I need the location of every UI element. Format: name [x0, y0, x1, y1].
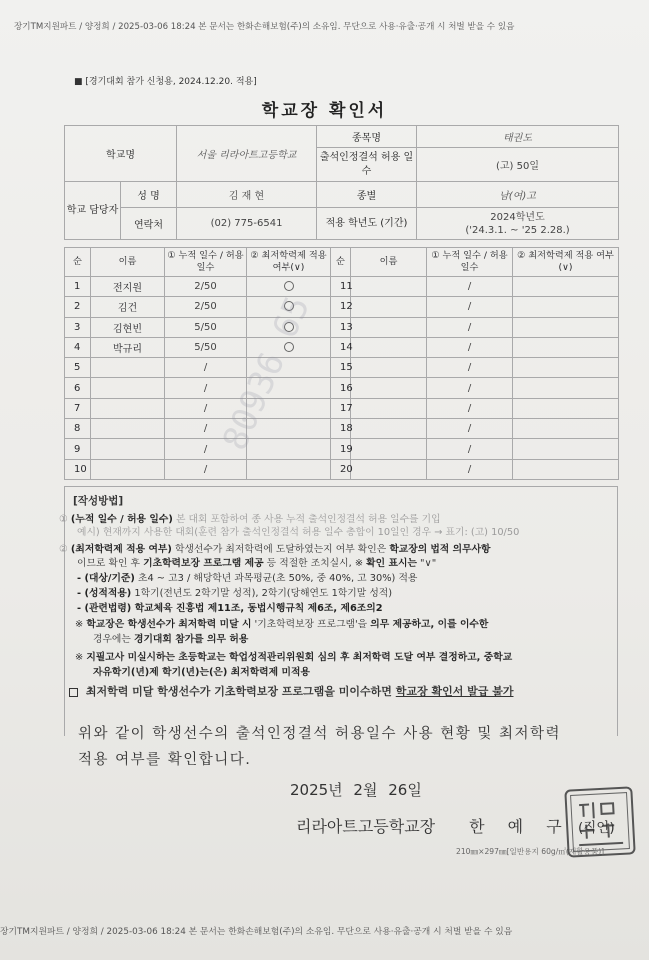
- instruction-note1-c: 의무 제공하고, 이를 이수한: [370, 619, 489, 630]
- table-row: [65, 378, 619, 398]
- instruction-2-title: (최저학력제 적용 여부): [70, 544, 172, 555]
- instruction-note1-d: 경우에는: [93, 634, 131, 645]
- student-name: 김건: [91, 297, 165, 317]
- row-number: 8: [65, 419, 91, 439]
- instruction-note1-e: 경기대회 참가를 의무 허용: [133, 634, 249, 645]
- table-row: [65, 297, 619, 317]
- instruction-note1-mark: ※: [75, 619, 84, 630]
- instruction-2-line2-b: 등 적절한 조치실시, ※: [266, 558, 364, 569]
- notice-checkbox-icon: [69, 688, 78, 697]
- table-row: [65, 398, 619, 418]
- student-name: [91, 378, 165, 398]
- student-name: [351, 398, 427, 418]
- student-name: [351, 317, 427, 337]
- confirmation-line-2: 적용 여부를 확인합니다.: [78, 752, 252, 768]
- confirmation-line-1: 위와 같이 학생선수의 출석인정결석 허용일수 사용 현황 및 최저학력: [78, 726, 562, 742]
- days-used: /: [427, 358, 513, 378]
- header-seq-right: 순: [331, 248, 351, 277]
- minimum-check: [513, 459, 619, 479]
- watermark-number: 80936 65: [215, 290, 319, 457]
- days-used: /: [427, 398, 513, 418]
- instruction-2-line2-bold: 기초학력보장 프로그램 제공: [143, 558, 264, 569]
- row-number: 9: [65, 439, 91, 459]
- days-used: /: [165, 358, 247, 378]
- instruction-note1-b: '기초학력보장 프로그램'을: [254, 619, 368, 630]
- row-number: 4: [65, 337, 91, 357]
- document-title: 학교장 확인서: [261, 101, 388, 121]
- school-year-period: ('24.3.1. ~ '25 2.28.): [465, 224, 570, 236]
- row-number: 5: [65, 358, 91, 378]
- student-name: [351, 277, 427, 297]
- instructions-section: [작성방법] ① (누적 일수 / 허용 일수) 본 대회 포함하여 종 사용 누적 출석인정결석 허용 일수를 기입 예시) 현재까지 사용한 대회(훈련 참가 출석인정결석 허용 일수 총합이 10일인 경우 → 표기: (고) 10/50 ② (최저학력제 적용 여부) 학생선수가 최저학력에 도달하였는지 여부 확인은 학교장의 법적 의무사항 이므로 확인 후 기초학력보장 프로그램 제공 등 적절한 조치실시, ※ 확인 표시는 "∨" - (대상/기준) 초4 ~ 고3 / 해당학년 과목평균(초 50%, 중 40%, 고 30%) 적용 - (성적적용) 1학기(전년도 2학기말 성적), 2학기(당해연도 1학기말 성적) - (관련법령) 학교체육 진흥법 제11조, 동법시행규칙 제6조, 제6조의2 ※ 학교장은 학생선수가 최저학력 미달 시 '기초학력보장 프로그램'을 의무 제공하고, 이를 이수한 경우에는 경기대회 참가를 의무 허용 ※ 지필고사 미실시하는 초등학교는 학업성적관리위원회 심의 후 최저학력 도달 여부 결정하고, 중학교 자유학기(년)제 학기(년)는(은) 최저학력제 미적용 최저학력 미달 학생선수가 기초학력보장 프로그램을 미이수하면 학교장 확인서 발급 불가: [64, 486, 618, 736]
- instruction-1-title: (누적 일수 / 허용 일수): [70, 514, 173, 525]
- minimum-check: [513, 378, 619, 398]
- sport-value: 태권도: [417, 126, 619, 148]
- student-name: 박규리: [91, 337, 165, 357]
- days-used: /: [427, 277, 513, 297]
- teacher-name-label: 성 명: [121, 182, 177, 208]
- row-number: 6: [65, 378, 91, 398]
- circle-mark-icon: [284, 281, 294, 291]
- instruction-grade-text: 1학기(전년도 2학기말 성적), 2학기(당해연도 1학기말 성적): [134, 588, 393, 599]
- student-name: [351, 378, 427, 398]
- row-number: 17: [331, 398, 351, 418]
- paper-spec: 210㎜×297㎜[일반용지 60g/㎡(재활용품)]: [456, 847, 605, 856]
- gender-label: 종별: [317, 182, 417, 208]
- header-minimum-left: ② 최저학력제 적용 여부(∨): [247, 248, 331, 277]
- days-used: 2/50: [165, 277, 247, 297]
- days-used: 5/50: [165, 337, 247, 357]
- row-number: 20: [331, 459, 351, 479]
- instruction-grade-label: - (성적적용): [77, 588, 132, 599]
- student-name: [351, 297, 427, 317]
- student-name: [351, 439, 427, 459]
- instruction-2-highlight-a: 학교장의: [389, 544, 428, 555]
- minimum-check: [513, 337, 619, 357]
- confidential-footer: 장기TM지원파트 / 양정희 / 2025-03-06 18:24 본 문서는 한화손해보험(주)의 소유임. 무단으로 사용·유출·공개 시 처벌 받을 수 있음: [0, 927, 513, 937]
- minimum-check: [513, 277, 619, 297]
- days-used: /: [165, 419, 247, 439]
- days-used: /: [427, 419, 513, 439]
- days-used: /: [165, 459, 247, 479]
- minimum-check: [513, 317, 619, 337]
- instruction-2-line2-c: "∨": [420, 558, 437, 569]
- student-name: [91, 419, 165, 439]
- principal-name: 한 예 구: [469, 817, 571, 836]
- instruction-2-line2-a: 이므로 확인 후: [77, 558, 141, 569]
- row-number: 7: [65, 398, 91, 418]
- row-number: 10: [65, 459, 91, 479]
- header-minimum-right: ② 최저학력제 적용 여부(∨): [513, 248, 619, 277]
- days-used: 5/50: [165, 317, 247, 337]
- instruction-note1-a: 학교장은 학생선수가 최저학력 미달 시: [86, 619, 252, 630]
- roster-header-row: [65, 248, 619, 277]
- row-number: 12: [331, 297, 351, 317]
- allowed-days-label: 출석인정결석 허용 일수: [317, 148, 417, 182]
- row-number: 2: [65, 297, 91, 317]
- instruction-1-example: 예시) 현재까지 사용한 대회(훈련 참가 출석인정결석 허용 일수 총합이 10일인 경우 → 표기: (고) 10/50: [77, 527, 520, 538]
- header-days-left: ① 누적 일수 / 허용 일수: [165, 248, 247, 277]
- row-number: 16: [331, 378, 351, 398]
- student-name: 전지원: [91, 277, 165, 297]
- minimum-check: [513, 398, 619, 418]
- header-seq-left: 순: [65, 248, 91, 277]
- school-info-table: [64, 125, 619, 240]
- teacher-name-value: 김 재 현: [177, 182, 317, 208]
- issue-date: 2025년 2월 26일: [290, 781, 422, 799]
- instruction-target-label: - (대상/기준): [77, 573, 135, 584]
- row-number: 13: [331, 317, 351, 337]
- row-number: 19: [331, 439, 351, 459]
- seal-label: (직인): [578, 820, 615, 836]
- student-name: [91, 439, 165, 459]
- contact-value: (02) 775-6541: [177, 208, 317, 240]
- days-used: /: [427, 297, 513, 317]
- table-row: [65, 358, 619, 378]
- school-year-label: 적용 학년도 (기간): [317, 208, 417, 240]
- contact-label: 연락처: [121, 208, 177, 240]
- header-name-right: 이름: [351, 248, 427, 277]
- minimum-check: [247, 439, 331, 459]
- days-used: /: [427, 317, 513, 337]
- days-used: 2/50: [165, 297, 247, 317]
- principal-title: 리라아트고등학교장: [296, 817, 436, 836]
- instruction-law-text: - (관련법령) 학교체육 진흥법 제11조, 동법시행규칙 제6조, 제6조의2: [77, 603, 383, 614]
- student-name: [91, 358, 165, 378]
- row-number: 15: [331, 358, 351, 378]
- row-number: 11: [331, 277, 351, 297]
- notice-text-a: 최저학력 미달 학생선수가 기초학력보장 프로그램을 미이수하면: [85, 685, 392, 698]
- confidential-header: 장기TM지원파트 / 양정희 / 2025-03-06 18:24 본 문서는 한화손해보험(주)의 소유임. 무단으로 사용·유출·공개 시 처벌 받을 수 있음: [14, 22, 515, 32]
- minimum-check: [513, 439, 619, 459]
- form-tag: ■ [경기대회 참가 신청용, 2024.12.20. 적용]: [74, 77, 257, 87]
- days-used: /: [427, 337, 513, 357]
- minimum-check: [513, 358, 619, 378]
- days-used: /: [427, 459, 513, 479]
- table-row: [65, 277, 619, 297]
- instruction-2-highlight-b: 법적 의무사항: [430, 544, 491, 555]
- student-name: [351, 419, 427, 439]
- days-used: /: [165, 378, 247, 398]
- allowed-days-value: (고) 50일: [417, 148, 619, 182]
- row-number: 3: [65, 317, 91, 337]
- row-number: 14: [331, 337, 351, 357]
- table-row: [65, 439, 619, 459]
- table-row: [65, 337, 619, 357]
- table-row: [65, 419, 619, 439]
- instruction-2-line2-mark: 확인 표시는: [366, 558, 417, 569]
- student-name: [351, 358, 427, 378]
- instruction-1-text: 본 대회 포함하여 종 사용 누적 출석인정결석 허용 일수를 기입: [175, 514, 441, 525]
- days-used: /: [165, 398, 247, 418]
- school-name-label: 학교명: [65, 126, 177, 182]
- days-used: /: [165, 439, 247, 459]
- instruction-note2-a: 지필고사 미실시하는 초등학교는 학업성적관리위원회 심의 후 최저학력 도달 여부 결정하고, 중학교: [86, 652, 513, 663]
- student-name: [91, 398, 165, 418]
- row-number: 18: [331, 419, 351, 439]
- days-used: /: [427, 378, 513, 398]
- instruction-2-text-a: 학생선수가 최저학력에 도달하였는지 여부 확인은: [175, 544, 387, 555]
- school-year-value: 2024학년도: [490, 211, 545, 223]
- school-name-value: 서울 리라아트고등학교: [177, 126, 317, 182]
- table-row: [65, 317, 619, 337]
- days-used: /: [427, 439, 513, 459]
- instruction-target-text: 초4 ~ 고3 / 해당학년 과목평균(초 50%, 중 40%, 고 30%) 적용: [138, 573, 418, 584]
- instructions-heading: [작성방법]: [73, 495, 124, 507]
- minimum-check: [247, 459, 331, 479]
- table-row: [65, 459, 619, 479]
- minimum-check: [513, 419, 619, 439]
- header-name-left: 이름: [91, 248, 165, 277]
- row-number: 1: [65, 277, 91, 297]
- student-name: 김현빈: [91, 317, 165, 337]
- notice-text-b: 학교장 확인서 발급 불가: [395, 685, 514, 698]
- sport-label: 종목명: [317, 126, 417, 148]
- minimum-check: [513, 297, 619, 317]
- header-days-right: ① 누적 일수 / 허용 일수: [427, 248, 513, 277]
- teacher-label: 학교 담당자: [65, 182, 121, 240]
- instruction-note2-b: 자유학기(년)제 학기(년)는(은) 최저학력제 미적용: [93, 667, 310, 678]
- student-name: [351, 337, 427, 357]
- gender-value: 남(여)고: [417, 182, 619, 208]
- student-name: [351, 459, 427, 479]
- student-name: [91, 459, 165, 479]
- student-roster-table: [64, 247, 619, 480]
